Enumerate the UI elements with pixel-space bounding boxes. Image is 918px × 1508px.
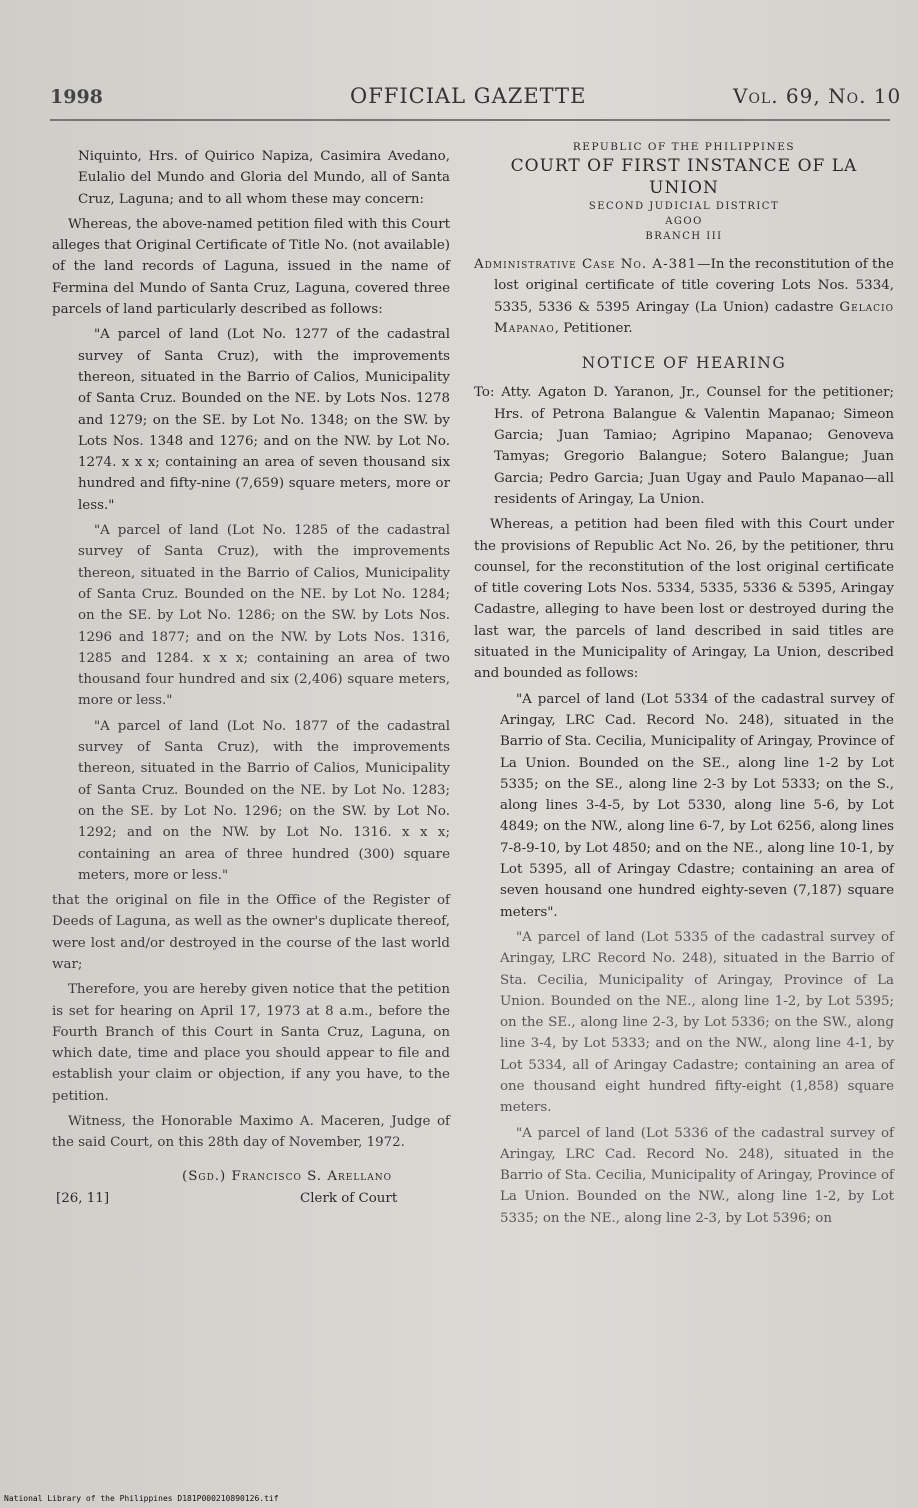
petitioner-suffix: , Petitioner.: [554, 320, 633, 336]
case-label: Administrative Case No. A-381: [474, 257, 698, 272]
whereas-paragraph: Whereas, a petition had been filed with this Court under the provisions of Republic Act No. 26, by the petitioner, thru counsel, for the reconstitution of the lost original certificate of title covering Lots Nos. 5334, 5335, 5336 & 5395, Aringay Cadastre, alleging to have been lost or destroyed during the last war, the parcels of land described in said titles are situated in the Municipality of Aringay, La Union, described and bounded as follows:: [474, 517, 894, 682]
case-caption: [474, 254, 894, 339]
volume-number: Vol. 69, No. 10: [733, 84, 902, 108]
right-column: [474, 140, 894, 1233]
branch-heading: BRANCH III: [645, 231, 723, 242]
whereas-paragraph: Whereas, the above-named petition filed with this Court alleges that Original Certificate of Title No. (not available) of the land records of Laguna, issued in the name of Fermina del Mundo of Santa Cruz, Laguna, covered three parcels of land particularly described as follows:: [52, 216, 450, 318]
scan-footer: National Library of the Philippines D181P000210890126.tif: [4, 1494, 279, 1503]
petitioner-name: Gelacio Mapanao: [494, 299, 894, 336]
district-heading: SECOND JUDICIAL DISTRICT: [588, 201, 780, 212]
court-name: COURT OF FIRST INSTANCE OF LA UNION: [510, 156, 858, 198]
left-column: [52, 146, 450, 1214]
page-header: [0, 86, 918, 116]
therefore-paragraph: Therefore, you are hereby given notice that the petition is set for hearing on April 17, 1973 at 8 a.m., before the Fourth Branch of this Court in Santa Cruz, Laguna, on which date, time and place you should appear to file and establish your claim or objection, if any you have, to the petition.: [52, 982, 450, 1104]
signature: (Sgd.) Francisco S. Arellano: [182, 1168, 393, 1184]
signature-block: [52, 1166, 450, 1214]
to-label: To:: [474, 385, 495, 401]
parcel-description: "A parcel of land (Lot 5336 of the cadastral survey of Aringay, LRC Cad. Record No. 248), situated in the Barrio of Sta. Cecilia, Municipality of Aringay, Province of La Union. Bounded on the NW., along line 1-2, by Lot 5335; on the NE., along line 2-3, by Lot 5396; on: [500, 1125, 894, 1226]
republic-heading: REPUBLIC OF THE PHILIPPINES: [572, 141, 796, 153]
parcel-description: "A parcel of land (Lot 5335 of the cadastral survey of Aringay, LRC Record No. 248), situated in the Barrio of Sta. Cecilia, Municipality of Aringay, Province of La Union. Bounded on the NE., along line 1-2, by Lot 5395; on the SE., along line 2-3, by Lot 5336; on the SW., along line 3-4, by Lot 5333; and on the NW., along line 4-1, by Lot 5334, all of Aringay Cadastre; containing an area of one thousand eight hundred fifty-eight (1,858) square meters.: [500, 929, 894, 1116]
notice-title: NOTICE OF HEARING: [581, 354, 787, 373]
parcel-description: "A parcel of land (Lot No. 1877 of the cadastral survey of Santa Cruz), with the improvements thereon, situated in the Barrio of Calios, Municipality of Santa Cruz. Bounded on the NE. by Lot No. 1283; on the SE. by Lot No. 1296; on the SW. by Lot No. 1292; and on the NW. by Lot No. 1316. x x x; containing an area of three hundred (300) square meters, more or less.": [78, 718, 450, 883]
publication-title: OFFICIAL GAZETTE: [350, 84, 587, 108]
to-text: Atty. Agaton D. Yaranon, Jr., Counsel for the petitioner; Hrs. of Petrona Balangue & Valentin Mapanao; Simeon Garcia; Juan Tamiao; Agripino Mapanao; Genoveva Tamyas; Gregorio Balangue; Sotero Balangue; Juan Garcia; Pedro Garcia; Juan Ugay and Paulo Mapanao—all residents of Aringay, La Union.: [494, 385, 894, 507]
witness-paragraph: Witness, the Honorable Maximo A. Maceren, Judge of the said Court, on this 28th day of November, 1972.: [52, 1114, 450, 1151]
signature-title: Clerk of Court: [300, 1190, 398, 1206]
page-number: 1998: [50, 86, 103, 108]
case-text: —In the reconstitution of the lost original certificate of title covering Lots Nos. 5334, 5335, 5336 & 5395 Aringay (La Union) cadastre: [494, 257, 894, 315]
city-heading: AGOO: [665, 216, 703, 227]
reference-number: [26, 11]: [56, 1190, 110, 1206]
parcel-description: "A parcel of land (Lot No. 1285 of the cadastral survey of Santa Cruz), with the improvements thereon, situated in the Barrio of Calios, Municipality of Santa Cruz. Bounded on the NE. by Lot No. 1284; on the SE. by Lot No. 1286; on the SW. by Lots Nos. 1296 and 1877; and on the NW. by Lots Nos. 1316, 1285 and 1284. x x x; containing an area of two thousand four hundred and six (2,406) square meters, more or less.": [78, 523, 450, 709]
parcel-description: "A parcel of land (Lot No. 1277 of the cadastral survey of Santa Cruz), with the improvements thereon, situated in the Barrio of Calios, Municipality of Santa Cruz. Bounded on the NE. by Lots Nos. 1278 and 1279; on the SE. by Lot No. 1348; on the SW. by Lots Nos. 1348 and 1276; and on the NW. by Lot No. 1274. x x x; containing an area of seven thousand six hundred and fifty-nine (7,659) square meters, more or less.": [78, 327, 450, 513]
addressee-list: [474, 382, 894, 510]
header-rule: [50, 119, 890, 121]
addressees: Niquinto, Hrs. of Quirico Napiza, Casimira Avedano, Eulalio del Mundo and Gloria del Mundo, all of Santa Cruz, Laguna; and to all whom these may concern:: [78, 149, 450, 207]
parcel-description: "A parcel of land (Lot 5334 of the cadastral survey of Aringay, LRC Cad. Record No. 248), situated in the Barrio of Sta. Cecilia, Municipality of Aringay, Province of La Union. Bounded on the SE., along line 1-2 by Lot 5335; on the SE., along line 2-3 by Lot 5333; on the S., along lines 3-4-5, by Lot 5330, along line 5-6, by Lot 4849; on the NW., along line 6-7, by Lot 6256, along lines 7-8-9-10, by Lot 4850; and on the NE., along line 10-1, by Lot 5395, all of Aringay Cdastre; containing an area of seven housand one hundred eighty-seven (7,187) square meters".: [500, 691, 894, 920]
that-clause: that the original on file in the Office of the Register of Deeds of Laguna, as well as the owner's duplicate thereof, were lost and/or destroyed in the course of the last world war;: [52, 893, 450, 972]
